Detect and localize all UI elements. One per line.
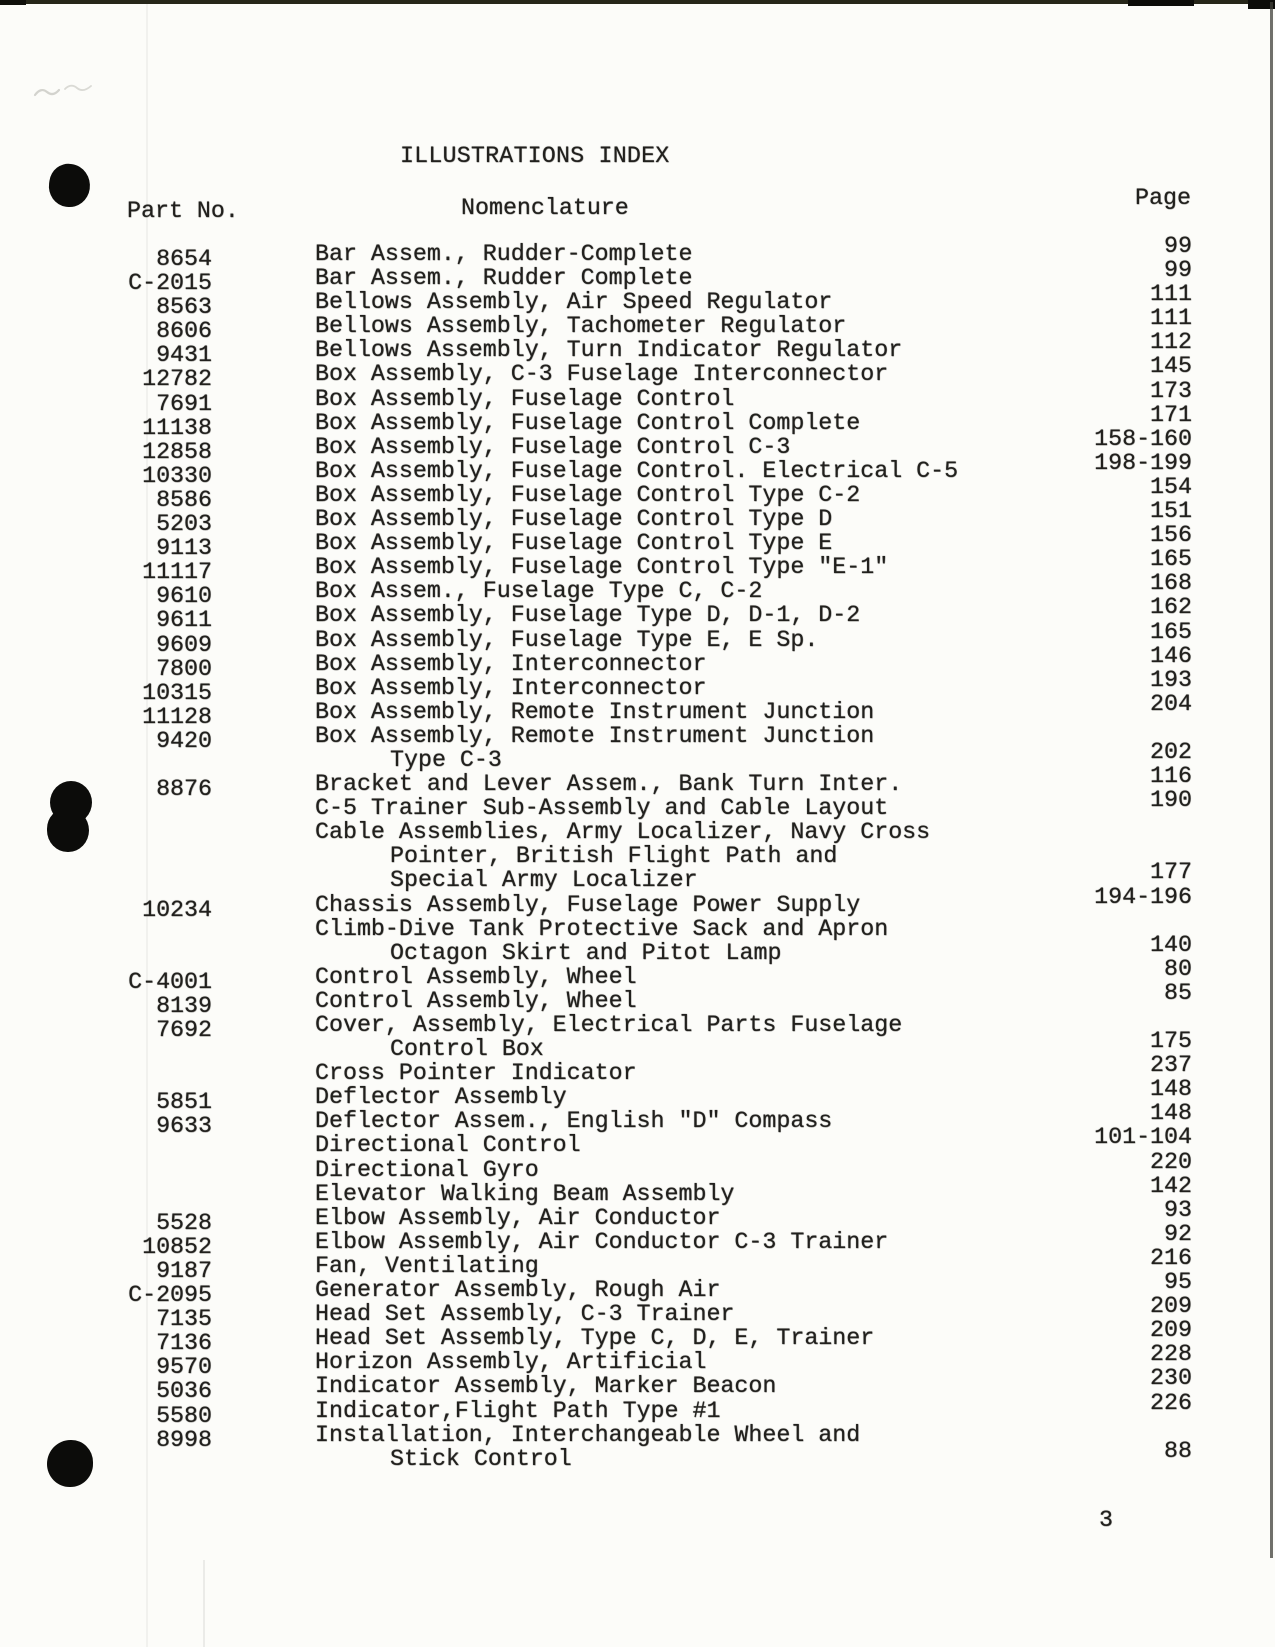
nomenclature: Special Army Localizer	[390, 867, 698, 894]
nomenclature: Bracket and Lever Assem., Bank Turn Inter.	[315, 771, 903, 798]
nomenclature: Box Assembly, Fuselage Control Type C-2	[315, 481, 861, 508]
nomenclature: Bar Assem., Rudder-Complete	[315, 241, 693, 267]
page-ref: 95	[1164, 1269, 1192, 1296]
page-ref: 101-104	[1094, 1124, 1192, 1151]
part-number: 8876	[156, 776, 212, 803]
page-ref: 202	[1150, 738, 1192, 765]
illustrations-index-rows	[0, 233, 1275, 1472]
page-ref: 99	[1164, 257, 1192, 284]
part-number: C-2095	[128, 1282, 212, 1309]
page-ref: 220	[1150, 1148, 1192, 1175]
nomenclature: Horizon Assembly, Artificial	[315, 1349, 707, 1376]
part-number: 7136	[156, 1330, 212, 1357]
nomenclature: Indicator Assembly, Marker Beacon	[315, 1373, 777, 1400]
part-number: 9113	[156, 535, 212, 562]
part-number: 8586	[156, 486, 212, 513]
page-ref: 204	[1150, 690, 1192, 717]
nomenclature: Box Assembly, Fuselage Type D, D-1, D-2	[315, 602, 861, 629]
part-number: 7135	[156, 1306, 212, 1333]
part-number: 9633	[156, 1113, 212, 1140]
nomenclature: Box Assembly, Fuselage Control C-3	[315, 433, 791, 460]
nomenclature: Box Assembly, Remote Instrument Junction	[315, 722, 875, 749]
page-ref: 116	[1150, 763, 1192, 790]
part-number: 5528	[156, 1209, 212, 1236]
part-number: 10315	[142, 679, 212, 706]
page-ref: 158-160	[1094, 425, 1192, 452]
part-number: 10852	[142, 1233, 212, 1260]
page-ref: 145	[1150, 353, 1192, 380]
nomenclature: Box Assembly, Fuselage Control Type D	[315, 506, 833, 533]
part-number: 7800	[156, 655, 212, 682]
nomenclature: Fan, Ventilating	[315, 1252, 539, 1279]
nomenclature: Bar Assem., Rudder Complete	[315, 265, 693, 292]
part-number: 11117	[142, 559, 212, 586]
nomenclature: Installation, Interchangeable Wheel and	[315, 1421, 861, 1448]
part-number: 11128	[142, 703, 212, 730]
page-ref: 190	[1150, 787, 1192, 814]
page-ref: 99	[1164, 233, 1192, 259]
part-number: C-2015	[128, 270, 212, 297]
part-number: 9610	[156, 583, 212, 610]
page-ref: 111	[1150, 305, 1192, 332]
nomenclature: Box Assembly, Fuselage Type E, E Sp.	[315, 626, 819, 653]
page-ref: 165	[1150, 546, 1192, 573]
nomenclature: Cross Pointer Indicator	[315, 1060, 637, 1087]
page-ref: 154	[1150, 473, 1192, 500]
page-ref: 162	[1150, 594, 1192, 621]
part-number: 9431	[156, 342, 212, 369]
nomenclature: Bellows Assembly, Turn Indicator Regulator	[315, 337, 903, 364]
nomenclature: Control Assembly, Wheel	[315, 987, 637, 1014]
nomenclature: Octagon Skirt and Pitot Lamp	[390, 939, 782, 966]
part-number: C-4001	[128, 968, 212, 995]
part-number: 5036	[156, 1378, 212, 1405]
scan-line-artifact-bottom	[203, 1560, 205, 1647]
page-number: 3	[1099, 1507, 1113, 1533]
nomenclature: Cable Assemblies, Army Localizer, Navy Cross	[315, 819, 931, 846]
column-header-nomenclature: Nomenclature	[461, 195, 629, 221]
pencil-mark	[32, 80, 94, 102]
nomenclature: Cover, Assembly, Electrical Parts Fuselage	[315, 1012, 903, 1038]
nomenclature: Box Assembly, Fuselage Control. Electrical C-5	[315, 457, 959, 484]
page-ref: 198-199	[1094, 449, 1192, 476]
nomenclature: Indicator,Flight Path Type #1	[315, 1397, 721, 1424]
part-number: 8139	[156, 992, 212, 1019]
part-number: 12858	[142, 438, 212, 465]
nomenclature: Elbow Assembly, Air Conductor C-3 Trainer	[315, 1228, 889, 1255]
page-ref: 209	[1150, 1293, 1192, 1320]
part-number: 9609	[156, 631, 212, 658]
part-number: 5851	[156, 1089, 212, 1116]
page-ref: 237	[1150, 1052, 1192, 1079]
page-ref: 80	[1164, 955, 1192, 982]
part-number: 9611	[156, 607, 212, 634]
page-ref: 146	[1150, 642, 1192, 669]
page-ref: 216	[1150, 1244, 1192, 1271]
nomenclature: Box Assembly, C-3 Fuselage Interconnector	[315, 361, 889, 388]
nomenclature: Box Assembly, Interconnector	[315, 674, 707, 701]
index-row	[0, 883, 1275, 923]
nomenclature: Box Assembly, Fuselage Control	[315, 385, 735, 412]
nomenclature: Head Set Assembly, Type C, D, E, Trainer	[315, 1325, 875, 1352]
nomenclature: Head Set Assembly, C-3 Trainer	[315, 1301, 735, 1328]
part-number: 5580	[156, 1402, 212, 1429]
part-number: 9420	[156, 727, 212, 754]
part-number: 8563	[156, 294, 212, 321]
part-number: 9570	[156, 1354, 212, 1381]
page-ref: 112	[1150, 329, 1192, 356]
part-number: 9187	[156, 1257, 212, 1284]
page-ref: 226	[1150, 1389, 1192, 1416]
nomenclature: Control Box	[390, 1036, 544, 1063]
page-ref: 140	[1150, 931, 1192, 958]
scan-edge-top-dark-segment	[1128, 0, 1194, 6]
nomenclature: Climb-Dive Tank Protective Sack and Apron	[315, 915, 889, 942]
nomenclature: Control Assembly, Wheel	[315, 963, 637, 990]
nomenclature: Box Assembly, Remote Instrument Junction	[315, 698, 875, 725]
page-ref: 142	[1150, 1172, 1192, 1199]
nomenclature: Stick Control	[390, 1445, 572, 1472]
nomenclature: Directional Gyro	[315, 1156, 539, 1183]
page-ref: 88	[1164, 1437, 1192, 1464]
nomenclature: Directional Control	[315, 1132, 581, 1159]
part-number: 8998	[156, 1426, 212, 1453]
page-ref: 168	[1150, 570, 1192, 597]
column-header-page: Page	[1135, 185, 1191, 211]
nomenclature: Pointer, British Flight Path and	[390, 843, 838, 870]
page-ref: 93	[1164, 1196, 1192, 1223]
part-number: 11138	[142, 414, 212, 441]
page-ref: 151	[1150, 498, 1192, 525]
page-ref: 230	[1150, 1365, 1192, 1392]
part-number: 5203	[156, 511, 212, 538]
page-ref: 175	[1150, 1028, 1192, 1055]
part-number: 7692	[156, 1017, 212, 1043]
nomenclature: Box Assembly, Interconnector	[315, 650, 707, 677]
nomenclature: Box Assem., Fuselage Type C, C-2	[315, 578, 763, 605]
nomenclature: Deflector Assem., English "D" Compass	[315, 1108, 833, 1135]
page-ref: 194-196	[1094, 883, 1192, 910]
page-ref: 165	[1150, 618, 1192, 645]
page-ref: 156	[1150, 522, 1192, 549]
page-ref: 209	[1150, 1317, 1192, 1344]
page-ref: 148	[1150, 1100, 1192, 1127]
hole-punch-mark-top	[46, 161, 93, 209]
page-title: ILLUSTRATIONS INDEX	[400, 143, 670, 169]
scan-edge-top	[0, 0, 1275, 4]
page-ref: 85	[1164, 979, 1192, 1006]
part-number: 8606	[156, 318, 212, 345]
nomenclature: Type C-3	[390, 746, 502, 773]
part-number: 10330	[142, 462, 212, 489]
nomenclature: Deflector Assembly	[315, 1084, 567, 1111]
part-number: 12782	[142, 366, 212, 393]
part-number: 7691	[156, 390, 212, 417]
nomenclature: Elbow Assembly, Air Conductor	[315, 1204, 721, 1231]
page-ref: 177	[1150, 859, 1192, 886]
nomenclature: Bellows Assembly, Tachometer Regulator	[315, 313, 847, 340]
page-ref: 228	[1150, 1341, 1192, 1368]
page-ref: 148	[1150, 1076, 1192, 1103]
nomenclature: Elevator Walking Beam Assembly	[315, 1180, 735, 1207]
page-ref: 173	[1150, 377, 1192, 404]
index-row	[0, 820, 1275, 844]
nomenclature: Bellows Assembly, Air Speed Regulator	[315, 289, 833, 316]
scan-edge-top-left	[0, 0, 26, 5]
nomenclature: Box Assembly, Fuselage Control Type E	[315, 530, 833, 557]
column-header-part-no: Part No.	[127, 198, 239, 224]
nomenclature: C-5 Trainer Sub-Assembly and Cable Layout	[315, 795, 889, 822]
part-number: 8654	[156, 246, 212, 272]
nomenclature: Generator Assembly, Rough Air	[315, 1277, 721, 1304]
nomenclature: Box Assembly, Fuselage Control Complete	[315, 409, 861, 436]
page-ref: 111	[1150, 281, 1192, 308]
nomenclature: Chassis Assembly, Fuselage Power Supply	[315, 891, 861, 918]
page-ref: 171	[1150, 401, 1192, 428]
nomenclature: Box Assembly, Fuselage Control Type "E-1"	[315, 554, 889, 581]
part-number: 10234	[142, 896, 212, 923]
page-ref: 92	[1164, 1220, 1192, 1247]
page-ref: 193	[1150, 666, 1192, 693]
